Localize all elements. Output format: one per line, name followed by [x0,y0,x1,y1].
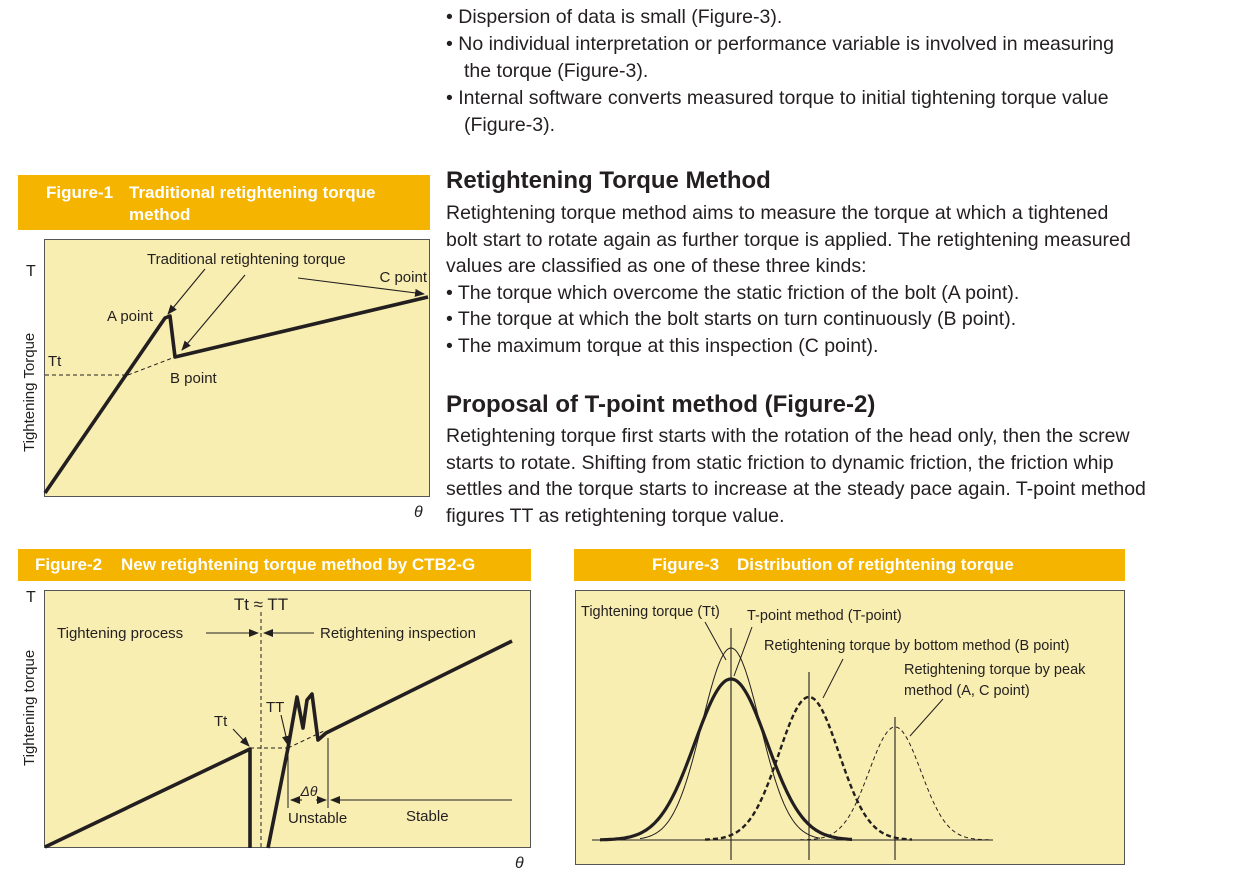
x-axis-symbol: θ [414,504,423,521]
tightening-process-label: Tightening process [57,625,184,642]
y-axis-label: Tightening Torque [21,332,38,452]
b-point-label: B point [170,370,217,387]
figure3-label: Figure-3 [652,555,720,574]
figure2-title: New retightening torque method by CTB2-G [121,555,476,574]
bullet-software: • Internal software converts measured torque to initial tightening torque value [446,87,1109,109]
section1-line: values are classified as one of these three kinds: [446,255,867,278]
c-point-label: C point [379,269,427,286]
stable-label: Stable [406,808,449,825]
tpoint-label: T-point method (T-point) [747,608,902,624]
figure1-title-line2: method [129,205,191,224]
pointer-bpoint [823,659,843,698]
heading-retightening-torque-method: Retightening Torque Method [446,167,771,194]
section1-line: bolt start to rotate again as further torque is applied. The retightening measured [446,228,1131,251]
delta-theta-label: Δθ [300,783,318,799]
traditional-label: Traditional retightening torque [147,251,346,268]
bullet-no-interpretation-cont: the torque (Figure-3). [464,60,649,82]
section2-line: starts to rotate. Shifting from static friction to dynamic friction, the friction whip [446,451,1114,474]
figure2-label: Figure-2 [35,555,103,574]
figure1-label: Figure-1 [46,183,114,202]
section1-line: • The torque which overcome the static friction of the bolt (A point). [446,281,1020,304]
y-axis-symbol: T [26,589,36,606]
heading-t-point-method: Proposal of T-point method (Figure-2) [446,391,876,418]
bullet-software-cont: (Figure-3). [464,114,556,136]
TT-label: TT [266,699,285,716]
section1-line: • The maximum torque at this inspection (C point). [446,334,879,357]
tpoint-distribution-curve [600,679,852,840]
section1-line: Retightening torque method aims to measure the torque at which a tightened [446,202,1109,224]
figure1-title-line1: Traditional retightening torque [129,183,376,202]
x-axis-symbol: θ [515,855,524,872]
section2-line: settles and the torque starts to increase at the steady pace again. T-point method [446,478,1146,501]
a-point-label: A point [107,308,153,325]
peak-method-label-line2: method (A, C point) [904,683,1030,699]
pointer-peak [910,699,943,736]
unstable-label: Unstable [288,810,348,827]
tt-label: Tightening torque (Tt) [581,604,720,620]
tt-approx-label: Tt ≈ TT [233,595,289,614]
pointer-tt [705,622,726,660]
peak-method-label-line1: Retightening torque by peak [904,662,1086,678]
y-axis-symbol: T [26,263,36,280]
retightening-inspection-label: Retightening inspection [320,625,476,642]
section1-line: • The torque at which the bolt starts on turn continuously (B point). [446,308,1017,331]
figure3-title: Distribution of retightening torque [737,555,1014,574]
bullet-no-interpretation: • No individual interpretation or performance variable is involved in measuring [446,33,1114,55]
section2-line: figures TT as retightening torque value. [446,504,785,527]
section2-line: Retightening torque first starts with the rotation of the head only, then the screw [446,425,1130,447]
bullet-dispersion: • Dispersion of data is small (Figure-3). [446,6,783,28]
tt-label: Tt [48,353,62,370]
bottom-method-label: Retightening torque by bottom method (B point) [764,638,1070,654]
y-axis-label: Tightening torque [21,649,38,766]
tt-distribution-curve [640,648,820,839]
tt-small-label: Tt [214,713,228,730]
